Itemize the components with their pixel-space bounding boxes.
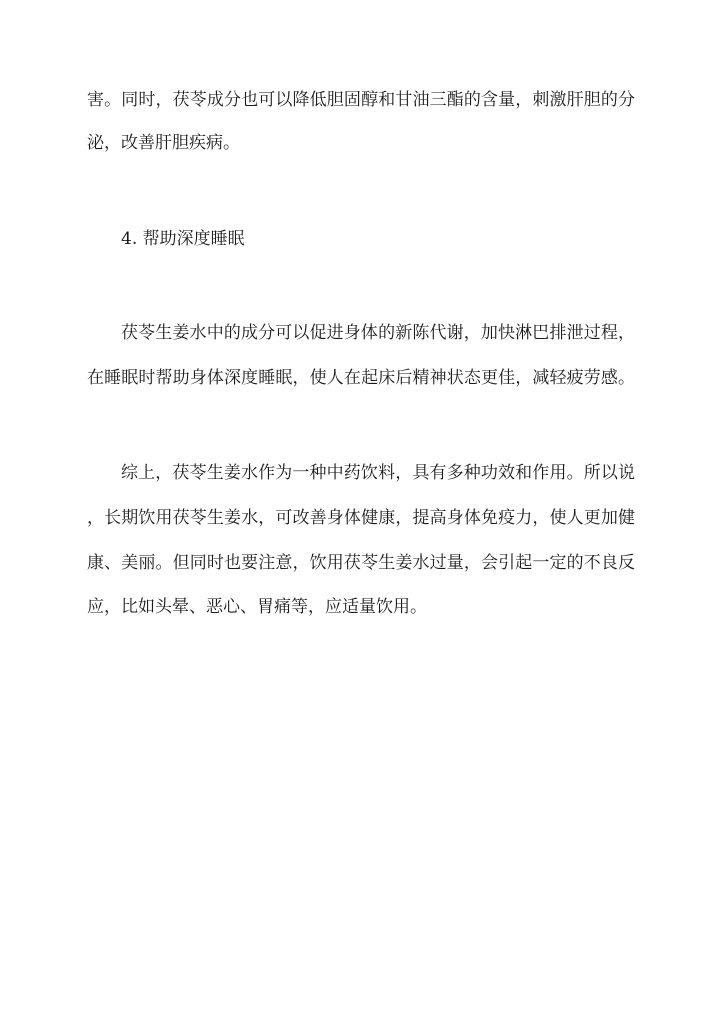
sleep-paragraph-line-2: 在睡眠时帮助身体深度睡眠，使人在起床后精神状态更佳，减轻疲劳感。 bbox=[87, 368, 635, 388]
liver-paragraph-line-1: 害。同时，茯苓成分也可以降低胆固醇和甘油三酯的含量，刺激肝胆的分 bbox=[87, 90, 635, 110]
summary-paragraph-line-4: 应，比如头晕、恶心、胃痛等，应适量饮用。 bbox=[87, 597, 427, 617]
summary-paragraph-line-2: ，长期饮用茯苓生姜水，可改善身体健康，提高身体免疫力，使人更加健 bbox=[87, 508, 635, 528]
summary-paragraph-line-3: 康、美丽。但同时也要注意，饮用茯苓生姜水过量，会引起一定的不良反 bbox=[87, 553, 635, 573]
summary-paragraph-line-1: 综上，茯苓生姜水作为一种中药饮料，具有多种功效和作用。所以说 bbox=[121, 463, 635, 483]
liver-paragraph-line-2: 泌，改善肝胆疾病。 bbox=[87, 133, 240, 153]
sleep-paragraph-line-1: 茯苓生姜水中的成分可以促进身体的新陈代谢，加快淋巴排泄过程， bbox=[121, 323, 635, 343]
section-heading-sleep: 4. 帮助深度睡眠 bbox=[121, 229, 245, 249]
